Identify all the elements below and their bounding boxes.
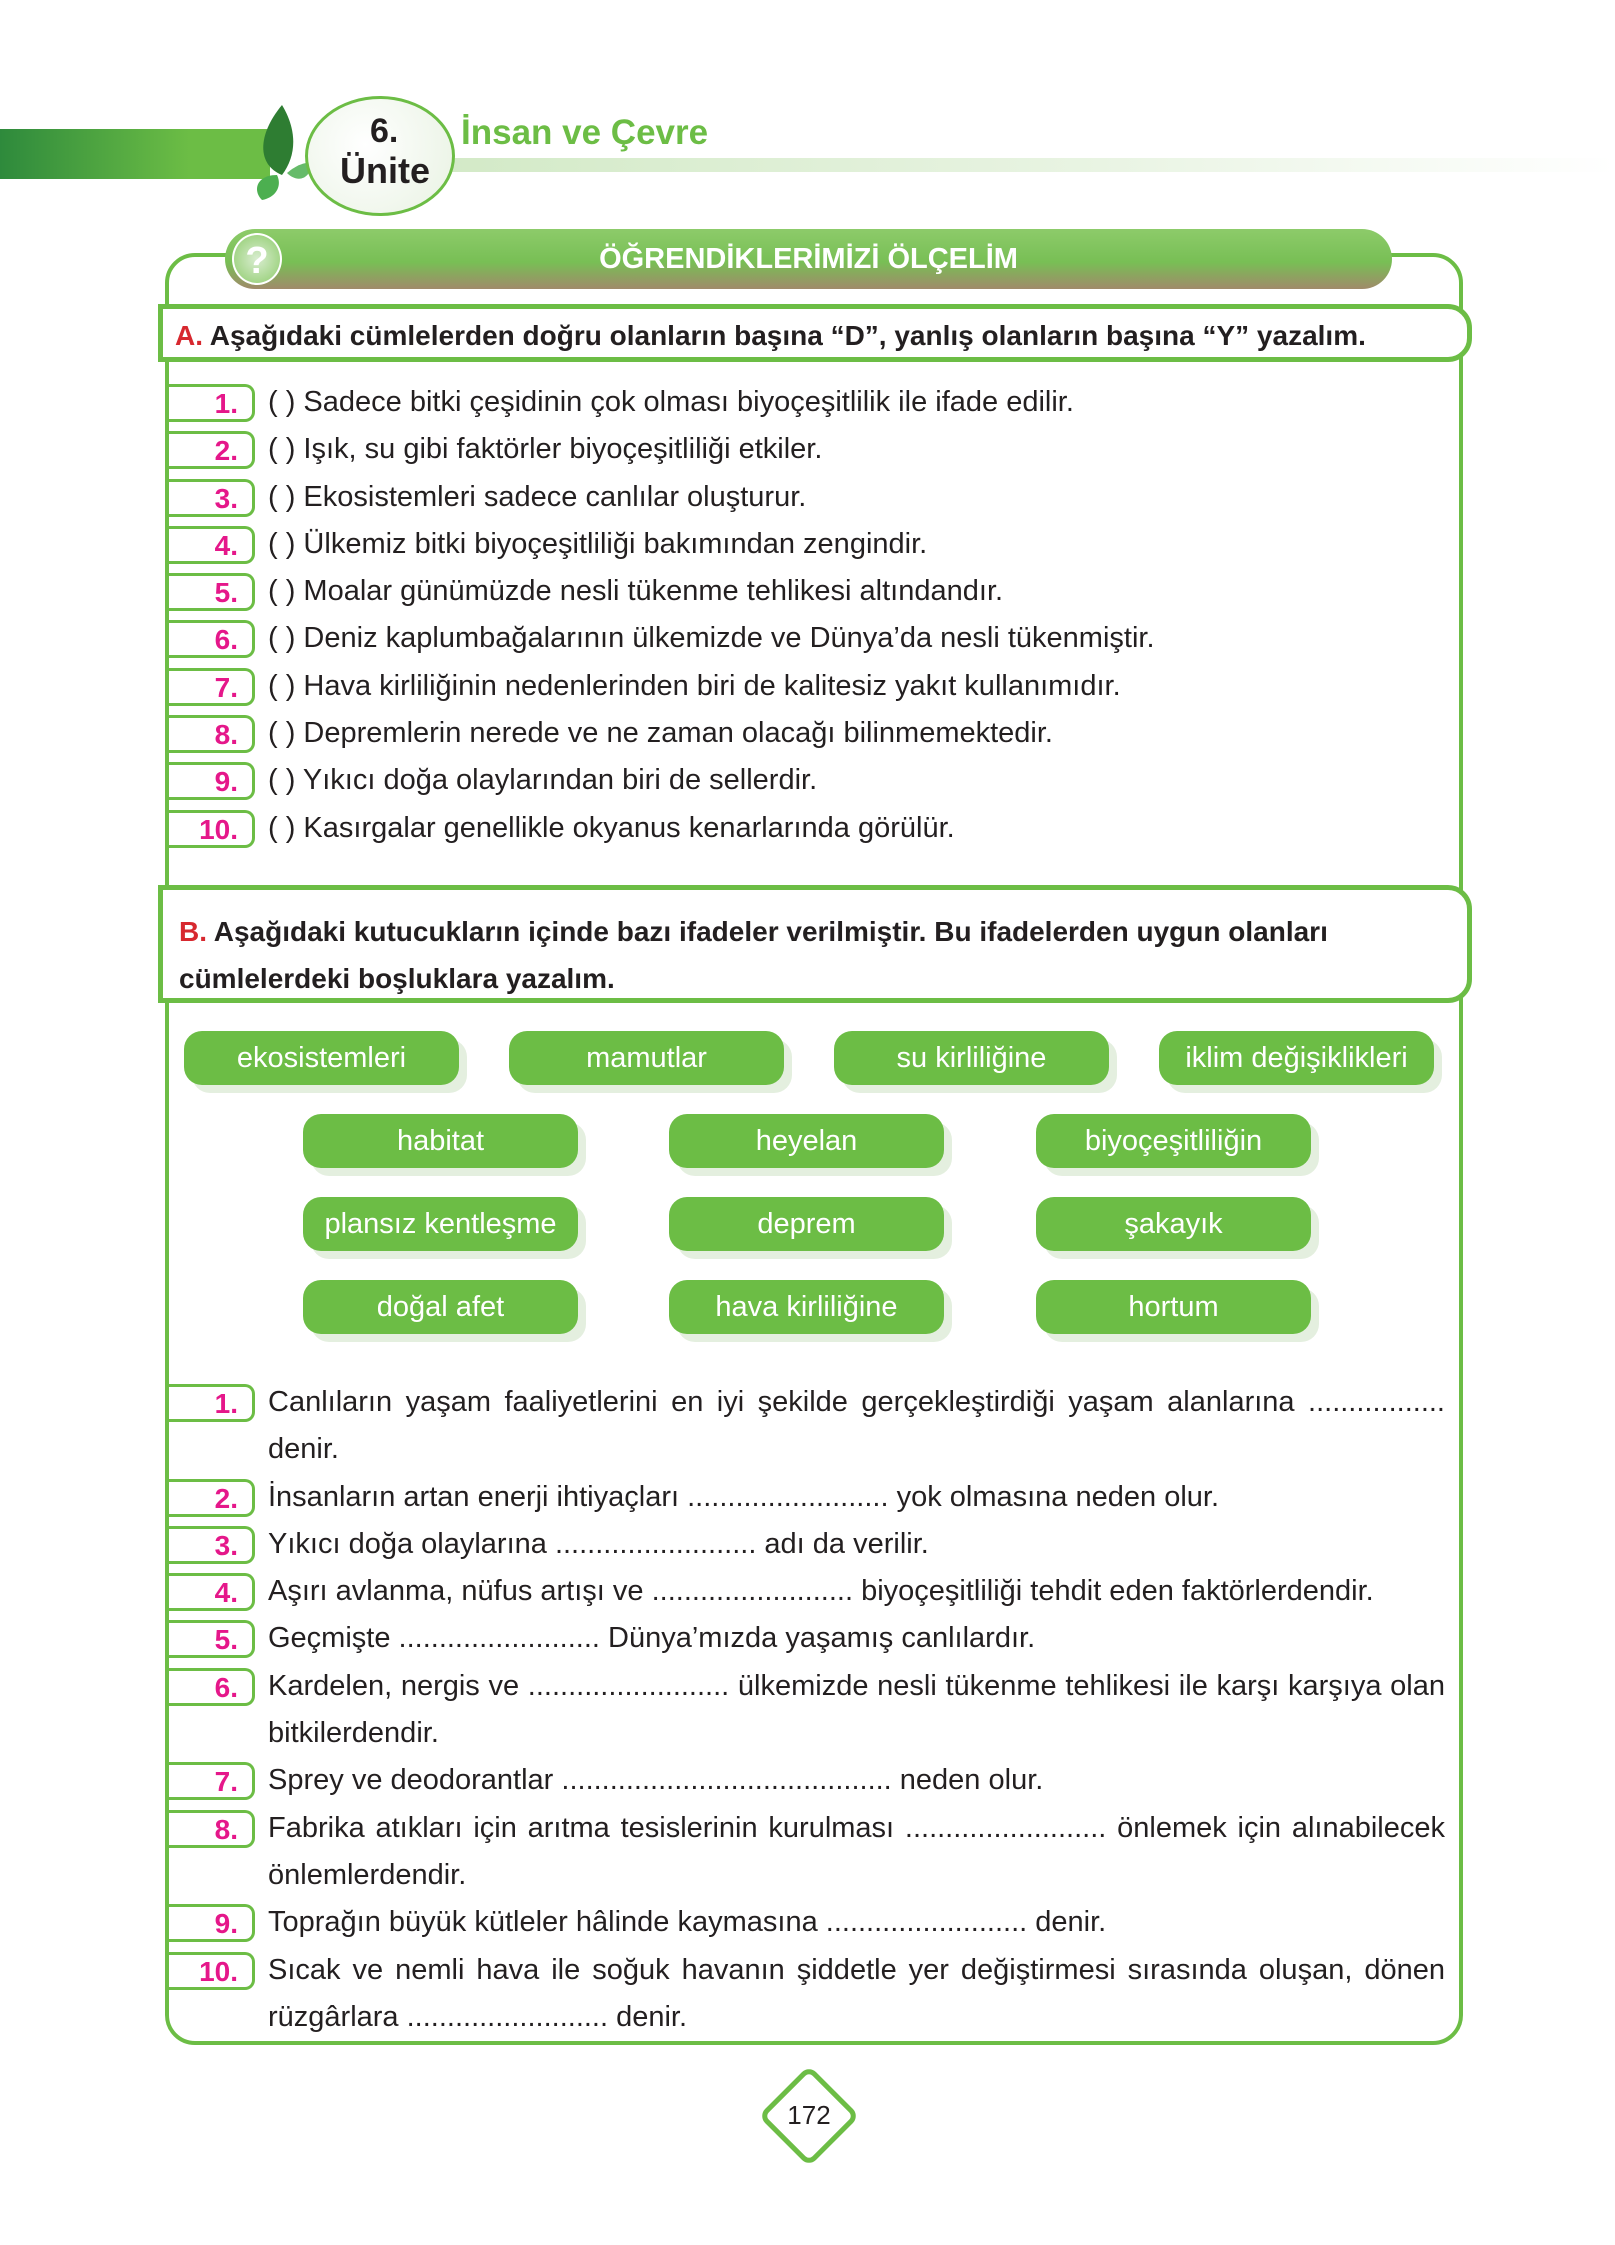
item-text: ( ) Yıkıcı doğa olaylarından biri de sellerdir. [268, 764, 818, 797]
unit-label: Ünite [340, 150, 430, 191]
list-item [165, 1379, 1445, 1474]
word-chip: deprem [669, 1197, 944, 1251]
item-text: ( ) Sadece bitki çeşidinin çok olması biyoçeşitlilik ile ifade edilir. [268, 386, 1074, 418]
word-chip: habitat [303, 1114, 578, 1168]
item-number: 9. [165, 762, 255, 800]
item-text: ( ) Işık, su gibi faktörler biyoçeşitliliği etkiler. [268, 433, 823, 466]
fill-blank-list [165, 1379, 1445, 2041]
item-number: 3. [165, 1526, 255, 1564]
item-text: Aşırı avlanma, nüfus artışı ve ......................... biyoçeşitliliği tehdit eden faktörlerdendir. [268, 1575, 1374, 1608]
item-number: 5. [165, 573, 255, 611]
word-chip: ekosistemleri [184, 1031, 459, 1085]
item-text: ( ) Depremlerin nerede ve ne zaman olacağı bilinmemektedir. [268, 717, 1053, 750]
part-b-text: Aşağıdaki kutucukların içinde bazı ifadeler verilmiştir. Bu ifadelerden uygun olanları cümlelerdeki boşluklara yazalım. [179, 916, 1328, 994]
list-item [165, 1615, 1445, 1662]
list-item [165, 1757, 1445, 1804]
word-chip: mamutlar [509, 1031, 784, 1085]
item-text: ( ) Ülkemiz bitki biyoçeşitliliği bakımından zengindir. [268, 527, 928, 560]
item-text: Sprey ve deodorantlar ......................................... neden olur. [268, 1764, 1044, 1797]
item-text: ( ) Hava kirliliğinin nedenlerinden biri de kalitesiz yakıt kullanımıdır. [268, 669, 1121, 702]
item-number: 2. [165, 431, 255, 469]
unit-title: İnsan ve Çevre [461, 113, 709, 152]
list-item [165, 1568, 1445, 1615]
item-number: 8. [165, 1810, 255, 1848]
item-number: 10. [165, 1952, 255, 1990]
part-a-instruction [158, 304, 1472, 362]
word-chip: plansız kentleşme [303, 1197, 578, 1251]
list-item [165, 1663, 1445, 1758]
page-number: 172 [787, 2100, 831, 2130]
word-chip: biyoçeşitliliğin [1036, 1114, 1311, 1168]
item-text: Yıkıcı doğa olaylarına ......................... adı da verilir. [268, 1527, 929, 1560]
list-item [165, 757, 1445, 804]
item-number: 6. [165, 620, 255, 658]
word-chip: hava kirliliğine [669, 1280, 944, 1334]
word-chip: iklim değişiklikleri [1159, 1031, 1434, 1085]
list-item [165, 615, 1445, 662]
item-text: Toprağın büyük kütleler hâlinde kaymasına ......................... denir. [268, 1906, 1107, 1939]
part-b-letter: B. [179, 916, 207, 947]
item-number: 4. [165, 1573, 255, 1611]
unit-number: 6. [370, 112, 399, 150]
item-text: Geçmişte ......................... Dünya’mızda yaşamış canlılardır. [268, 1622, 1036, 1655]
list-item [165, 710, 1445, 757]
list-item [165, 474, 1445, 521]
list-item [165, 521, 1445, 568]
list-item [165, 426, 1445, 473]
item-text: ( ) Kasırgalar genellikle okyanus kenarlarında görülür. [268, 811, 955, 844]
item-number: 1. [165, 1384, 255, 1422]
item-number: 9. [165, 1904, 255, 1942]
list-item [165, 568, 1445, 615]
item-number: 4. [165, 526, 255, 564]
header-line [330, 158, 1615, 172]
item-number: 7. [165, 668, 255, 706]
section-title: ÖĞRENDİKLERİMİZİ ÖLÇELİM [225, 229, 1392, 289]
item-number: 2. [165, 1479, 255, 1517]
true-false-list [165, 379, 1445, 852]
item-number: 7. [165, 1762, 255, 1800]
item-text: ( ) Ekosistemleri sadece canlılar oluşturur. [268, 480, 807, 513]
part-a-letter: A. [175, 320, 203, 351]
word-chip: hortum [1036, 1280, 1311, 1334]
header-band [0, 129, 270, 179]
list-item [165, 1947, 1445, 2042]
item-number: 6. [165, 1668, 255, 1706]
list-item [165, 1805, 1445, 1900]
list-item [165, 1521, 1445, 1568]
item-number: 1. [165, 384, 255, 422]
word-chip: su kirliliğine [834, 1031, 1109, 1085]
item-text: Kardelen, nergis ve ......................... ülkemizde nesli tükenme tehlikesi ile karşı karşıya olan bitkilerdendir. [268, 1669, 1445, 1750]
part-a-text: Aşağıdaki cümlelerden doğru olanların başına “D”, yanlış olanların başına “Y” yazalım. [209, 320, 1366, 351]
word-chip: şakayık [1036, 1197, 1311, 1251]
item-number: 3. [165, 479, 255, 517]
item-text: ( ) Moalar günümüzde nesli tükenme tehlikesi altındandır. [268, 575, 1004, 608]
list-item [165, 805, 1445, 852]
item-number: 8. [165, 715, 255, 753]
item-text: İnsanların artan enerji ihtiyaçları ......................... yok olmasına neden olur. [268, 1480, 1220, 1513]
list-item [165, 1474, 1445, 1521]
item-text: Fabrika atıkları için arıtma tesislerinin kurulması ......................... önlemek için alınabilecek önlemlerdendir. [268, 1811, 1445, 1891]
question-icon: ? [232, 233, 282, 285]
item-text: Sıcak ve nemli hava ile soğuk havanın şiddetle yer değiştirmesi sırasında oluşan, dönen rüzgârlara ......................... denir. [268, 1953, 1445, 2033]
word-chip: heyelan [669, 1114, 944, 1168]
item-number: 10. [165, 810, 255, 848]
item-text: Canlıların yaşam faaliyetlerini en iyi şekilde gerçekleştirdiği yaşam alanlarına ................. denir. [268, 1386, 1445, 1466]
list-item [165, 1899, 1445, 1946]
word-chip: doğal afet [303, 1280, 578, 1334]
list-item [165, 663, 1445, 710]
item-text: ( ) Deniz kaplumbağalarının ülkemizde ve Dünya’da nesli tükenmiştir. [268, 622, 1155, 655]
leaf-icon [252, 105, 312, 200]
list-item [165, 379, 1445, 426]
item-number: 5. [165, 1620, 255, 1658]
part-b-instruction [158, 885, 1472, 1003]
